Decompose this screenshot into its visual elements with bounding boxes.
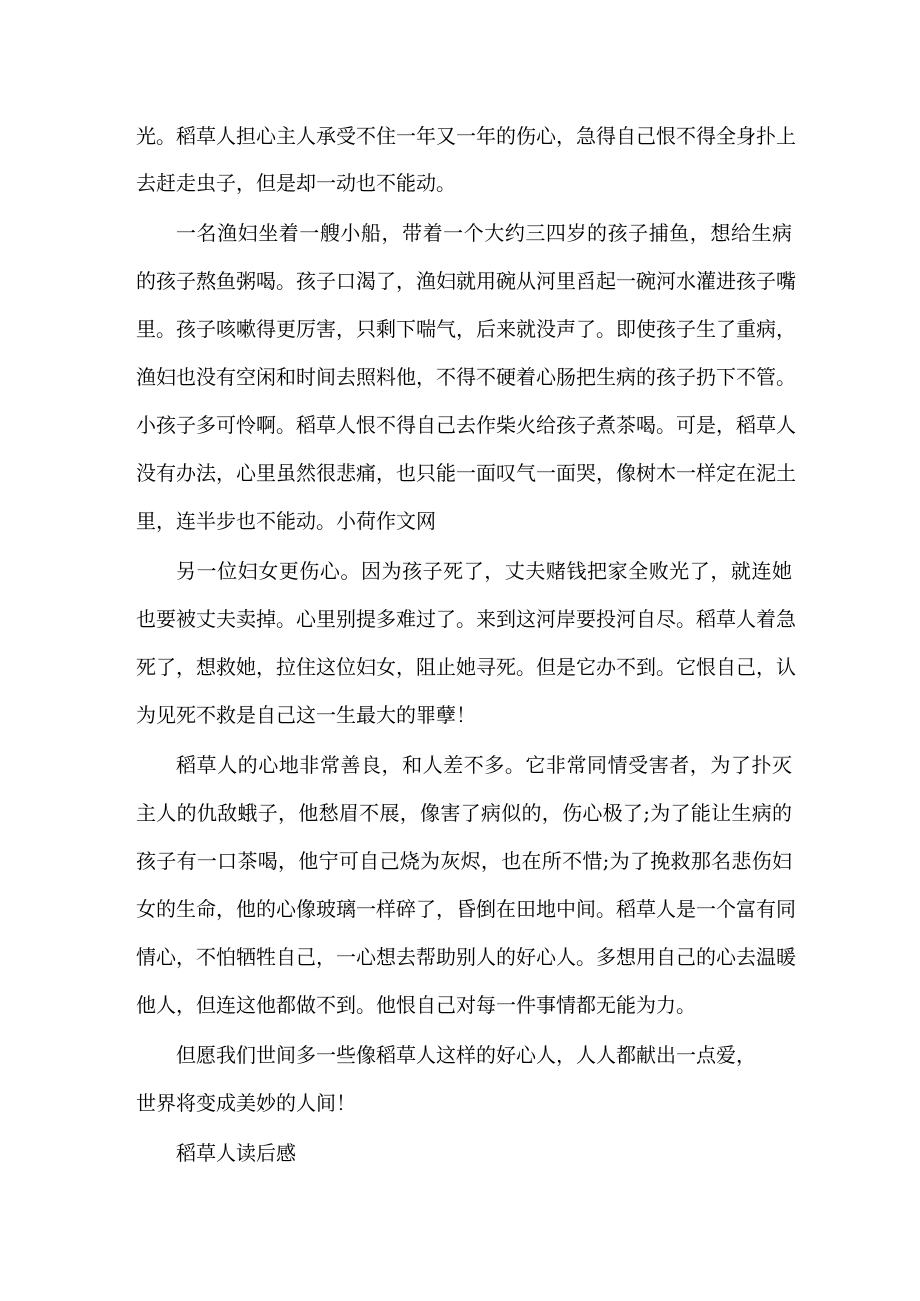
text-line: 渔妇也没有空闲和时间去照料他，不得不硬着心肠把生病的孩子扔下不管。 xyxy=(136,365,796,389)
text-line: 的孩子熬鱼粥喝。孩子口渴了，渔妇就用碗从河里舀起一碗河水灌进孩子嘴 xyxy=(136,269,796,293)
text-line: 孩子有一口茶喝，他宁可自己烧为灰烬，也在所不惜;为了挽救那名悲伤妇 xyxy=(136,849,792,873)
text-line: 死了，想救她，拉住这位妇女，阻止她寻死。但是它办不到。它恨自己，认 xyxy=(136,655,796,679)
text-line: 女的生命，他的心像玻璃一样碎了，昏倒在田地中间。稻草人是一个富有同 xyxy=(136,897,796,921)
text-line: 小孩子多可怜啊。稻草人恨不得自己去作柴火给孩子煮茶喝。可是，稻草人 xyxy=(136,413,796,437)
text-line: 他人，但连这他都做不到。他恨自己对每一件事情都无能为力。 xyxy=(136,993,696,1017)
text-line: 稻草人的心地非常善良，和人差不多。它非常同情受害者，为了扑灭 xyxy=(176,753,792,777)
text-line: 另一位妇女更伤心。因为孩子死了，丈夫赌钱把家全败光了，就连她 xyxy=(176,559,792,583)
text-line: 也要被丈夫卖掉。心里别提多难过了。来到这河岸要投河自尽。稻草人着急 xyxy=(136,607,796,631)
text-line: 里。孩子咳嗽得更厉害，只剩下喘气，后来就没声了。即使孩子生了重病， xyxy=(136,317,796,341)
text-line: 去赶走虫子，但是却一动也不能动。 xyxy=(136,171,456,195)
text-line: 一名渔妇坐着一艘小船，带着一个大约三四岁的孩子捕鱼，想给生病 xyxy=(176,221,792,245)
article-title: 稻草人读后感 xyxy=(176,1141,296,1165)
text-line: 情心，不怕牺牲自己，一心想去帮助别人的好心人。多想用自己的心去温暖 xyxy=(136,945,796,969)
text-line: 世界将变成美妙的人间！ xyxy=(136,1091,356,1115)
text-line: 但愿我们世间多一些像稻草人这样的好心人，人人都献出一点爱， xyxy=(176,1043,756,1067)
text-line: 没有办法，心里虽然很悲痛，也只能一面叹气一面哭，像树木一样定在泥土 xyxy=(136,461,796,485)
text-line: 里，连半步也不能动。小荷作文网 xyxy=(136,509,436,533)
text-line: 光。稻草人担心主人承受不住一年又一年的伤心，急得自己恨不得全身扑上 xyxy=(136,124,796,148)
text-line: 为见死不救是自己这一生最大的罪孽！ xyxy=(136,703,476,727)
text-line: 主人的仇敌蛾子，他愁眉不展，像害了病似的，伤心极了;为了能让生病的 xyxy=(136,801,792,825)
